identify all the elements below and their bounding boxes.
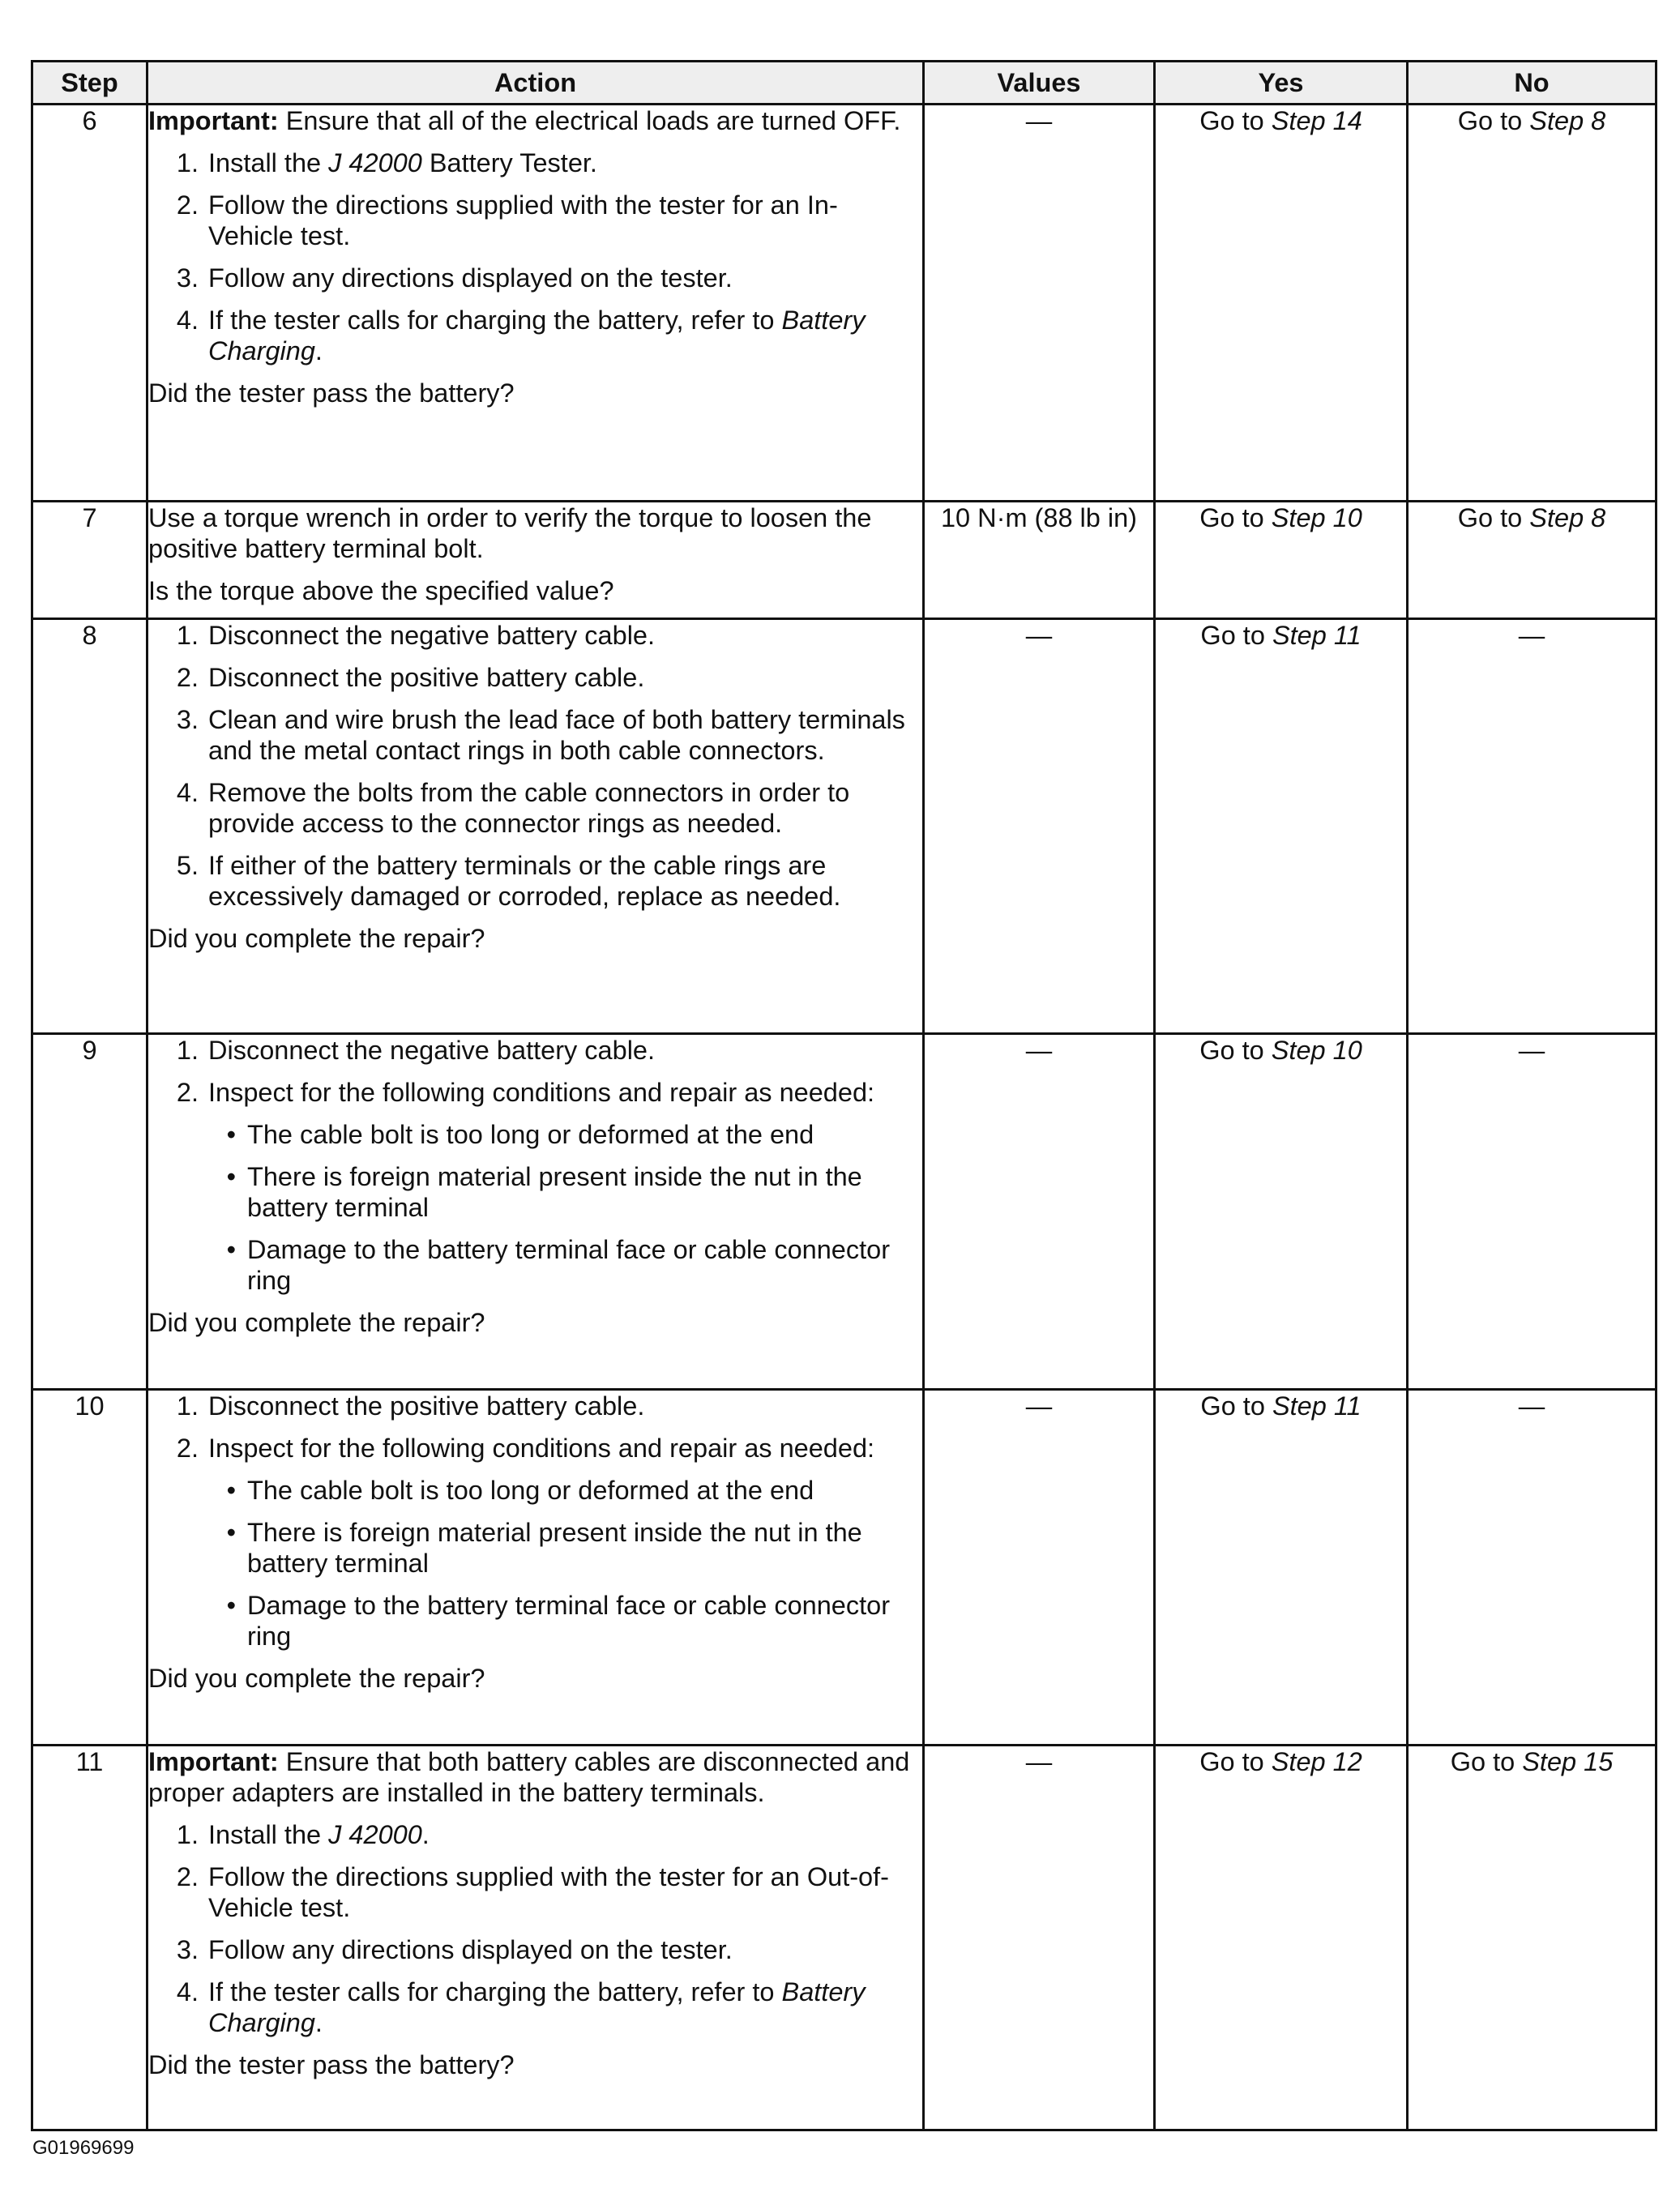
procedure-item (148, 305, 922, 366)
item-number: 5. (176, 851, 199, 880)
item-number: 2. (176, 1434, 199, 1463)
item-text: Follow any directions displayed on the tester. (208, 263, 733, 293)
item-text: Inspect for the following conditions and repair as needed: (208, 1434, 875, 1463)
action-cell (147, 1034, 924, 1390)
important-text: Ensure that both battery cables are disconnected and proper adapters are installed in the battery terminals. (148, 1747, 910, 1807)
item-number: 2. (176, 1078, 199, 1107)
procedure-list (148, 1819, 922, 2038)
condition-text: Damage to the battery terminal face or cable connector ring (247, 1591, 891, 1651)
item-text: If the tester calls for charging the battery, refer to (208, 306, 782, 335)
bullet-icon: • (226, 1476, 236, 1505)
bullet-icon: • (226, 1120, 236, 1149)
header-no: No (1408, 62, 1656, 105)
yes-cell (1155, 502, 1408, 619)
table-row-step-6 (32, 105, 1656, 502)
item-text: Disconnect the negative battery cable. (208, 1036, 656, 1065)
important-note (148, 1746, 922, 1808)
action-cell (147, 619, 924, 1034)
no-cell (1408, 502, 1656, 619)
item-text-suffix: . (421, 1820, 430, 1849)
condition-text: There is foreign material present inside the nut in the battery terminal (247, 1162, 862, 1222)
step-question: Did you complete the repair? (148, 1664, 485, 1693)
procedure-list (148, 147, 922, 366)
procedure-item (148, 190, 922, 251)
no-cell: — (1408, 619, 1656, 1034)
yes-text: Go to (1200, 621, 1272, 650)
table-row-step-10 (32, 1390, 1656, 1746)
item-number: 1. (176, 621, 199, 650)
procedure-item (148, 1934, 922, 1965)
item-number: 4. (176, 306, 199, 335)
item-text: Install the (208, 148, 329, 177)
bullet-icon: • (226, 1591, 236, 1620)
figure-id: G01969699 (32, 2137, 135, 2159)
important-label: Important: (148, 106, 279, 135)
no-cell (1408, 105, 1656, 502)
step-number: 9 (32, 1034, 147, 1390)
condition-item (208, 1161, 922, 1223)
yes-text: Go to (1199, 1036, 1272, 1065)
no-step-link[interactable]: Step 8 (1529, 106, 1606, 135)
no-text: Go to (1457, 503, 1530, 532)
step-number: 6 (32, 105, 147, 502)
procedure-item (148, 1391, 922, 1421)
item-number: 1. (176, 1820, 199, 1849)
no-text: Go to (1457, 106, 1530, 135)
item-number: 1. (176, 1391, 199, 1421)
item-number: 4. (176, 778, 199, 807)
item-number: 1. (176, 1036, 199, 1065)
step-question: Did you complete the repair? (148, 1308, 485, 1337)
header-step: Step (32, 62, 147, 105)
item-number: 3. (176, 1935, 199, 1964)
table-row-step-9 (32, 1034, 1656, 1390)
yes-cell (1155, 1390, 1408, 1746)
step-number: 10 (32, 1390, 147, 1746)
item-number: 2. (176, 663, 199, 692)
yes-text: Go to (1199, 1747, 1272, 1776)
yes-step-link[interactable]: Step 11 (1272, 621, 1362, 650)
action-cell (147, 105, 924, 502)
table-row-step-7 (32, 502, 1656, 619)
condition-item (208, 1119, 922, 1150)
yes-text: Go to (1200, 1391, 1272, 1421)
condition-text: The cable bolt is too long or deformed at the end (247, 1120, 814, 1149)
step-question: Did you complete the repair? (148, 924, 485, 953)
item-text: If the tester calls for charging the battery, refer to (208, 1977, 782, 2006)
table-row-step-11 (32, 1746, 1656, 2130)
condition-item (208, 1475, 922, 1506)
condition-item (208, 1517, 922, 1579)
bullet-icon: • (226, 1162, 236, 1191)
value-cell: — (924, 1746, 1155, 2130)
header-values: Values (924, 62, 1155, 105)
item-number: 4. (176, 1977, 199, 2006)
condition-item (208, 1234, 922, 1296)
action-cell (147, 1746, 924, 2130)
no-step-link[interactable]: Step 8 (1529, 503, 1606, 532)
yes-step-link[interactable]: Step 11 (1272, 1391, 1362, 1421)
no-cell: — (1408, 1390, 1656, 1746)
step-question: Did the tester pass the battery? (148, 2050, 515, 2079)
yes-step-link[interactable]: Step 14 (1271, 106, 1362, 135)
item-number: 2. (176, 190, 199, 220)
item-text: Clean and wire brush the lead face of both battery terminals and the metal contact rings in both cable connectors. (208, 705, 905, 765)
procedure-item (148, 620, 922, 651)
yes-step-link[interactable]: Step 10 (1271, 1036, 1362, 1065)
item-text-suffix: Battery Tester. (421, 148, 597, 177)
value-cell: — (924, 105, 1155, 502)
yes-text: Go to (1199, 106, 1272, 135)
item-number: 1. (176, 148, 199, 177)
procedure-list (148, 620, 922, 912)
procedure-item (148, 1433, 922, 1652)
yes-cell (1155, 619, 1408, 1034)
procedure-item (148, 1035, 922, 1066)
item-number: 3. (176, 705, 199, 734)
item-text: Disconnect the negative battery cable. (208, 621, 656, 650)
value-cell: 10 N·m (88 lb in) (924, 502, 1155, 619)
action-cell (147, 1390, 924, 1746)
step-number: 11 (32, 1746, 147, 2130)
condition-item (208, 1590, 922, 1652)
value-cell: — (924, 1034, 1155, 1390)
procedure-item (148, 777, 922, 839)
step-number: 7 (32, 502, 147, 619)
procedure-item (148, 1861, 922, 1923)
step-question: Is the torque above the specified value? (148, 576, 614, 605)
condition-list (208, 1475, 922, 1652)
value-cell: — (924, 619, 1155, 1034)
diagnostic-table (31, 60, 1657, 2131)
procedure-item (148, 704, 922, 766)
condition-text: Damage to the battery terminal face or cable connector ring (247, 1235, 891, 1295)
condition-list (208, 1119, 922, 1296)
procedure-reference: Battery Charging (208, 306, 866, 365)
procedure-item (148, 1077, 922, 1296)
header-yes: Yes (1155, 62, 1408, 105)
important-label: Important: (148, 1747, 279, 1776)
procedure-list (148, 1035, 922, 1296)
item-text-suffix: . (314, 2008, 323, 2037)
item-number: 3. (176, 263, 199, 293)
yes-step-link[interactable]: Step 12 (1271, 1747, 1362, 1776)
yes-cell (1155, 1034, 1408, 1390)
bullet-icon: • (226, 1518, 236, 1547)
item-text: Follow the directions supplied with the tester for an In-Vehicle test. (208, 190, 838, 250)
item-number: 2. (176, 1862, 199, 1891)
yes-step-link[interactable]: Step 10 (1271, 503, 1362, 532)
procedure-item (148, 1976, 922, 2038)
action-cell (147, 502, 924, 619)
no-cell: — (1408, 1034, 1656, 1390)
procedure-item (148, 1819, 922, 1850)
value-cell: — (924, 1390, 1155, 1746)
tool-reference: J 42000 (328, 148, 422, 177)
yes-cell (1155, 1746, 1408, 2130)
step-number: 8 (32, 619, 147, 1034)
procedure-item (148, 263, 922, 293)
procedure-item (148, 662, 922, 693)
condition-text: The cable bolt is too long or deformed at the end (247, 1476, 814, 1505)
item-text: Inspect for the following conditions and repair as needed: (208, 1078, 875, 1107)
item-text: Follow any directions displayed on the tester. (208, 1935, 733, 1964)
item-text: Disconnect the positive battery cable. (208, 1391, 645, 1421)
procedure-list (148, 1391, 922, 1652)
bullet-icon: • (226, 1235, 236, 1264)
item-text: If either of the battery terminals or the cable rings are excessively damaged or corroded, replace as needed. (208, 851, 841, 911)
condition-text: There is foreign material present inside the nut in the battery terminal (247, 1518, 862, 1578)
procedure-item (148, 850, 922, 912)
important-text: Ensure that all of the electrical loads are turned OFF. (278, 106, 901, 135)
yes-text: Go to (1199, 503, 1272, 532)
item-text: Follow the directions supplied with the tester for an Out-of-Vehicle test. (208, 1862, 889, 1922)
no-text: Go to (1450, 1747, 1523, 1776)
important-note (148, 105, 922, 136)
header-row (32, 62, 1656, 105)
no-cell (1408, 1746, 1656, 2130)
item-text-suffix: . (314, 336, 323, 365)
action-text: Use a torque wrench in order to verify the torque to loosen the positive battery terminal bolt. (148, 503, 872, 563)
item-text: Remove the bolts from the cable connectors in order to provide access to the connector rings as needed. (208, 778, 850, 838)
table-row-step-8 (32, 619, 1656, 1034)
no-step-link[interactable]: Step 15 (1522, 1747, 1614, 1776)
item-text: Install the (208, 1820, 329, 1849)
step-question: Did the tester pass the battery? (148, 378, 515, 408)
procedure-reference: Battery Charging (208, 1977, 866, 2037)
tool-reference: J 42000 (328, 1820, 422, 1849)
item-text: Disconnect the positive battery cable. (208, 663, 645, 692)
procedure-item (148, 147, 922, 178)
header-action: Action (147, 62, 924, 105)
yes-cell (1155, 105, 1408, 502)
